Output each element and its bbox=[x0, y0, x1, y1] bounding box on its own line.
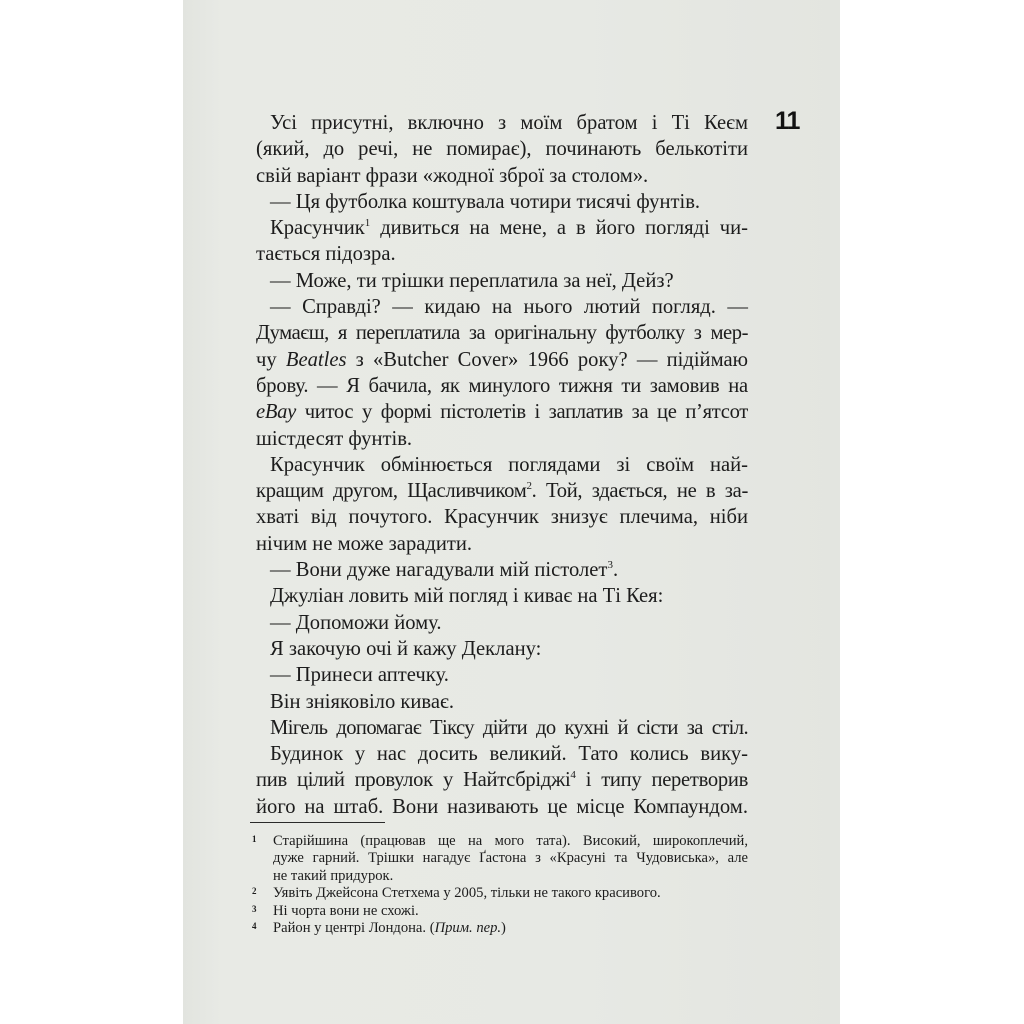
text-fragment: з «Butcher Cover» 1966 року? — підіймаю bbox=[346, 348, 748, 371]
text-line: (який, до речі, не помирає), починають белькотіти bbox=[256, 138, 748, 161]
text-fragment: — Вони дуже нагадували мій пістолет bbox=[270, 559, 608, 582]
footnote-ref-1[interactable]: 1 bbox=[364, 217, 371, 230]
text-line bbox=[256, 215, 748, 241]
text-line: хваті від почутого. Красунчик знизує плечима, ніби bbox=[256, 506, 748, 529]
text-line bbox=[256, 557, 748, 583]
text-fragment: чу bbox=[256, 348, 286, 371]
footnote-marker: 2 bbox=[252, 886, 257, 897]
text-line bbox=[256, 767, 748, 793]
text-fragment: ) bbox=[501, 920, 506, 937]
footnote-line: не такий придурок. bbox=[273, 867, 394, 884]
footnotes bbox=[250, 833, 748, 937]
footnote-4 bbox=[250, 920, 748, 937]
text-line: Він зніяковіло киває. bbox=[270, 690, 455, 713]
footnote-line: Ні чорта вони не схожі. bbox=[273, 902, 419, 919]
text-line: брову. — Я бачила, як минулого тижня ти замовив на bbox=[256, 374, 748, 397]
footnote-ref-3[interactable]: 3 bbox=[607, 559, 613, 572]
text-line: Красунчик обмінюється поглядами зі своїм най- bbox=[270, 453, 748, 476]
text-line bbox=[256, 399, 748, 425]
body-text bbox=[256, 110, 748, 820]
text-line: свій варіант фрази «жодної зброї за столом». bbox=[256, 164, 649, 187]
text-line: — Принеси аптечку. bbox=[270, 664, 449, 687]
text-fragment: читос у формі пістолетів і заплатив за це п’ятсот bbox=[295, 401, 748, 424]
italic-fragment: eBay bbox=[256, 401, 296, 424]
italic-fragment: Прим. пер. bbox=[434, 920, 502, 937]
text-line: Мігель допомагає Тіксу дійти до кухні й сісти за стіл. bbox=[270, 716, 748, 739]
footnote-3 bbox=[250, 903, 748, 920]
text-fragment: . bbox=[612, 559, 619, 582]
footnote-line: дуже гарний. Трішки нагадує Ґастона з «Красуні та Чудовиська», але bbox=[273, 850, 748, 867]
text-fragment: і типу перетворив bbox=[575, 769, 748, 792]
text-line: — Справді? — кидаю на нього лютий погляд. — bbox=[270, 296, 748, 319]
footnote-marker: 1 bbox=[252, 834, 257, 844]
text-fragment: Красунчик bbox=[270, 217, 365, 240]
text-fragment: пив цілий провулок у Найтсбріджі bbox=[256, 769, 571, 792]
footnote-marker: 3 bbox=[252, 903, 257, 914]
text-fragment: Район у центрі Лондона. ( bbox=[273, 920, 435, 937]
text-line: — Ця футболка коштувала чотири тисячі фунтів. bbox=[270, 190, 701, 213]
text-line: Джуліан ловить мій погляд і киває на Ті Кея: bbox=[270, 585, 664, 608]
footnote-ref-4[interactable]: 4 bbox=[570, 769, 576, 782]
footnote-ref-2[interactable]: 2 bbox=[526, 480, 532, 493]
text-line: Я закочую очі й кажу Деклану: bbox=[270, 637, 542, 660]
text-line bbox=[256, 347, 748, 373]
footnote-line bbox=[273, 920, 748, 937]
text-line: Усі присутні, включно з моїм братом і Ті Кеєм bbox=[270, 112, 748, 134]
text-line: його на штаб. Вони називають це місце Компаундом. bbox=[256, 795, 748, 818]
page-number: 11 bbox=[775, 107, 800, 135]
text-line: — Допоможи йому. bbox=[270, 611, 442, 634]
text-line: Будинок у нас досить великий. Тато колись вику- bbox=[270, 743, 748, 766]
text-line: Думаєш, я переплатила за оригінальну футболку з мер- bbox=[256, 322, 748, 345]
footnote-1 bbox=[250, 833, 748, 885]
footnote-marker: 4 bbox=[252, 921, 257, 932]
footnote-line: Уявіть Джейсона Стетхема у 2005, тільки не такого красивого. bbox=[273, 885, 661, 902]
italic-fragment: Beatles bbox=[285, 348, 347, 371]
text-fragment: кращим другом, Щасливчиком bbox=[256, 480, 527, 503]
text-fragment: . Той, здається, не в за- bbox=[531, 480, 748, 503]
text-line: шістдесят фунтів. bbox=[256, 427, 413, 450]
text-line: тається підозра. bbox=[256, 243, 396, 266]
text-line: нічим не може зарадити. bbox=[256, 532, 473, 555]
text-fragment: дивиться на мене, а в його погляді чи- bbox=[370, 217, 748, 240]
footnote-2 bbox=[250, 885, 748, 902]
footnote-separator bbox=[250, 822, 385, 823]
text-line: — Може, ти трішки переплатила за неї, Дейз? bbox=[270, 269, 674, 292]
footnote-line: Старійшина (працював ще на мого тата). Високий, широкоплечий, bbox=[273, 833, 748, 849]
text-line bbox=[256, 478, 748, 504]
